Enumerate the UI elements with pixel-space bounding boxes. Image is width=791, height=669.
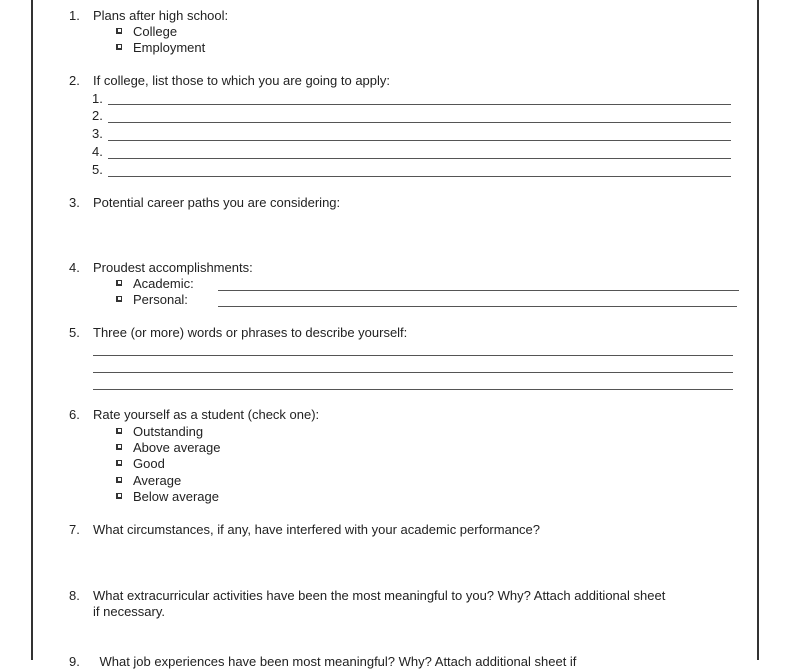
option-below-average[interactable] [116, 489, 219, 505]
option-good[interactable] [116, 456, 165, 472]
question-text: Potential career paths you are considering: [93, 195, 341, 210]
checkbox[interactable] [116, 280, 122, 286]
academic-line[interactable] [218, 290, 739, 291]
checkbox[interactable] [116, 28, 122, 34]
option-outstanding[interactable] [116, 424, 203, 440]
describe-line-3[interactable] [93, 389, 733, 390]
checkbox[interactable] [116, 44, 122, 50]
question-text: If college, list those to which you are going to apply: [93, 73, 391, 88]
college-line-number: 3. [92, 126, 103, 141]
college-line-number: 4. [92, 144, 103, 159]
checkbox[interactable] [116, 493, 122, 499]
question-number: 2. [69, 73, 80, 88]
personal-line[interactable] [218, 306, 737, 307]
question-text: Plans after high school: [93, 8, 229, 23]
college-line-1[interactable] [108, 104, 731, 105]
option-label: Outstanding [133, 424, 204, 439]
option-label: Employment [133, 40, 206, 55]
option-label: Personal: [133, 292, 188, 307]
question-text-continued: if necessary. [93, 604, 166, 619]
option-academic [116, 276, 194, 292]
checkbox[interactable] [116, 428, 122, 434]
question-text: Proudest accomplishments: [93, 260, 253, 275]
option-above-average[interactable] [116, 440, 220, 456]
option-label: Good [133, 456, 165, 471]
option-college[interactable] [116, 24, 177, 40]
option-label: Above average [133, 440, 221, 455]
college-line-5[interactable] [108, 176, 731, 177]
describe-line-2[interactable] [93, 372, 733, 373]
option-employment[interactable] [116, 40, 205, 56]
checkbox[interactable] [116, 477, 122, 483]
college-line-4[interactable] [108, 158, 731, 159]
describe-line-1[interactable] [93, 355, 733, 356]
college-line-number: 1. [92, 91, 103, 106]
college-line-number: 2. [92, 108, 103, 123]
question-text: Three (or more) words or phrases to describe yourself: [93, 325, 408, 340]
question-text: Rate yourself as a student (check one): [93, 407, 320, 422]
question-number: 4. [69, 260, 80, 275]
question-number: 8. [69, 588, 80, 603]
question-number: 5. [69, 325, 80, 340]
question-text: What job experiences have been most meaningful? Why? Attach additional sheet if [99, 654, 577, 669]
option-label: Academic: [133, 276, 194, 291]
option-label: Average [133, 473, 182, 488]
question-9 [69, 648, 577, 669]
option-label: College [133, 24, 178, 39]
option-average[interactable] [116, 473, 181, 489]
option-label: Below average [133, 489, 219, 504]
question-number: 1. [69, 8, 80, 23]
left-border [31, 0, 33, 660]
question-text: What circumstances, if any, have interfered with your academic performance? [93, 522, 541, 537]
checkbox[interactable] [116, 444, 122, 450]
college-line-2[interactable] [108, 122, 731, 123]
question-8-continued [93, 604, 165, 620]
right-border [757, 0, 759, 660]
question-number: 9. [69, 654, 80, 669]
option-personal [116, 292, 188, 308]
checkbox[interactable] [116, 296, 122, 302]
college-line-3[interactable] [108, 140, 731, 141]
question-number: 6. [69, 407, 80, 422]
checkbox[interactable] [116, 460, 122, 466]
college-line-number: 5. [92, 162, 103, 177]
question-number: 7. [69, 522, 80, 537]
question-text: What extracurricular activities have been the most meaningful to you? Why? Attach additional sheet [93, 588, 666, 603]
question-number: 3. [69, 195, 80, 210]
